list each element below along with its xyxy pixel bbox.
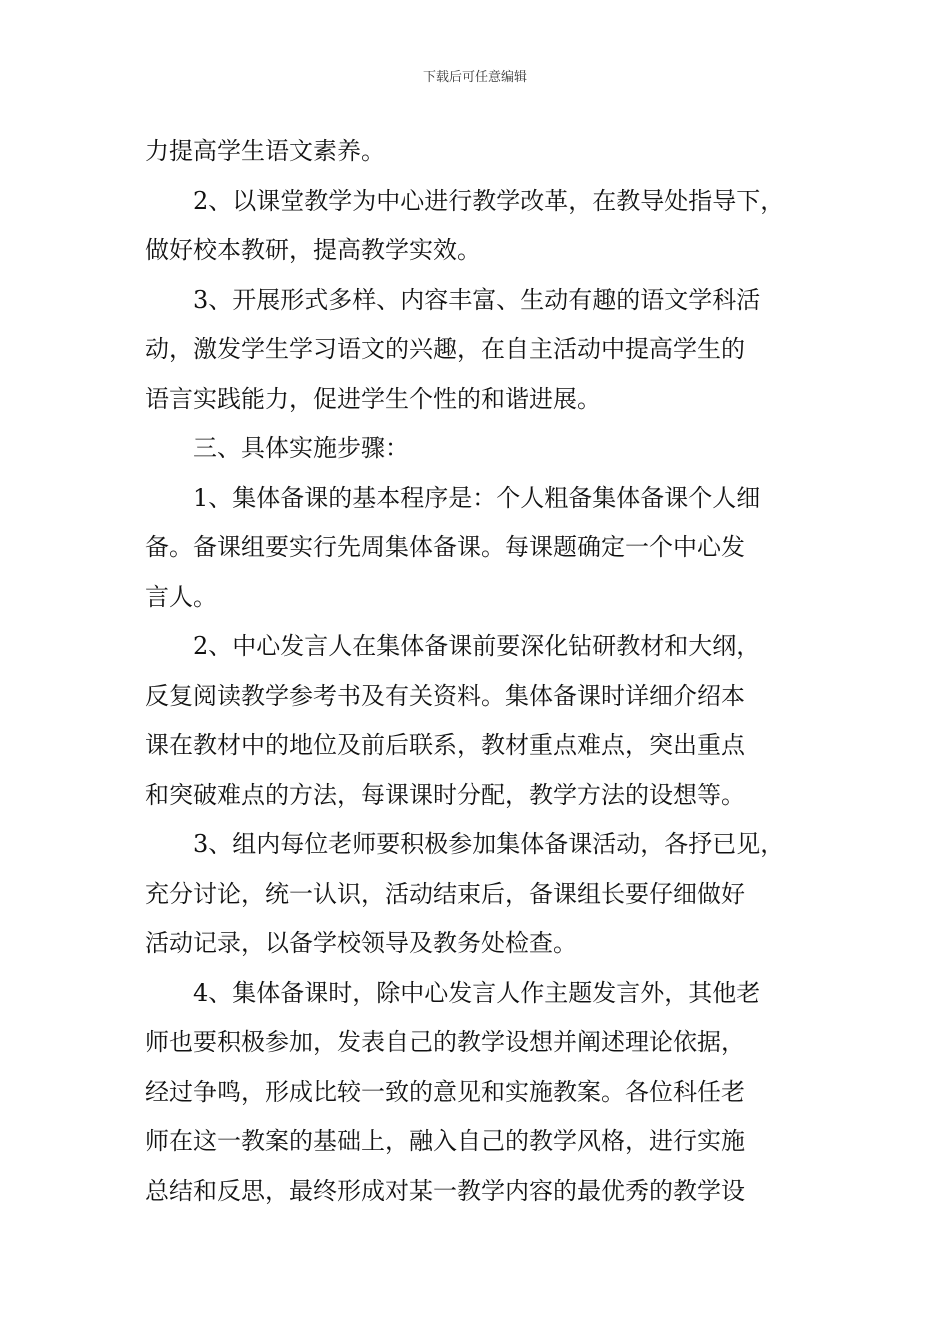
text-line: 1、集体备课的基本程序是：个人粗备集体备课个人细 — [193, 483, 761, 512]
text-line: 和突破难点的方法，每课课时分配，教学方法的设想等。 — [145, 780, 745, 809]
document-body — [145, 127, 815, 1216]
text-line: 总结和反思，最终形成对某一教学内容的最优秀的教学设 — [145, 1176, 745, 1205]
text-line: 2、以课堂教学为中心进行教学改革，在教导处指导下， — [193, 186, 785, 215]
text-line: 师在这一教案的基础上，融入自己的教学风格，进行实施 — [145, 1127, 745, 1155]
text-line: 语言实践能力，促进学生个性的和谐进展。 — [145, 384, 601, 413]
text-line: 活动记录，以备学校领导及教务处检查。 — [145, 929, 577, 957]
text-line: 3、开展形式多样、内容丰富、生动有趣的语文学科活 — [193, 285, 761, 314]
text-line: 言人。 — [145, 582, 217, 611]
section-heading: 三、具体实施步骤： — [193, 434, 409, 462]
text-line: 做好校本教研，提高教学实效。 — [145, 236, 481, 264]
text-line: 备。备课组要实行先周集体备课。每课题确定一个中心发 — [145, 533, 745, 561]
text-line: 3、组内每位老师要积极参加集体备课活动，各抒已见， — [193, 830, 785, 858]
text-line: 动，激发学生学习语文的兴趣，在自主活动中提高学生的 — [145, 335, 745, 363]
text-line: 4、集体备课时，除中心发言人作主题发言外，其他老 — [193, 978, 761, 1007]
page-header: 下载后可任意编辑 — [422, 70, 527, 85]
text-line: 经过争鸣，形成比较一致的意见和实施教案。各位科任老 — [145, 1077, 745, 1106]
text-line: 师也要积极参加，发表自己的教学设想并阐述理论依据， — [145, 1028, 745, 1056]
text-line: 2、中心发言人在集体备课前要深化钻研教材和大纲， — [193, 632, 761, 660]
text-line: 课在教材中的地位及前后联系，教材重点难点，突出重点 — [145, 731, 745, 759]
text-line: 反复阅读教学参考书及有关资料。集体备课时详细介绍本 — [145, 681, 745, 710]
text-line: 充分讨论，统一认识，活动结束后，备课组长要仔细做好 — [145, 879, 745, 908]
text-line: 力提高学生语文素养。 — [145, 137, 385, 165]
